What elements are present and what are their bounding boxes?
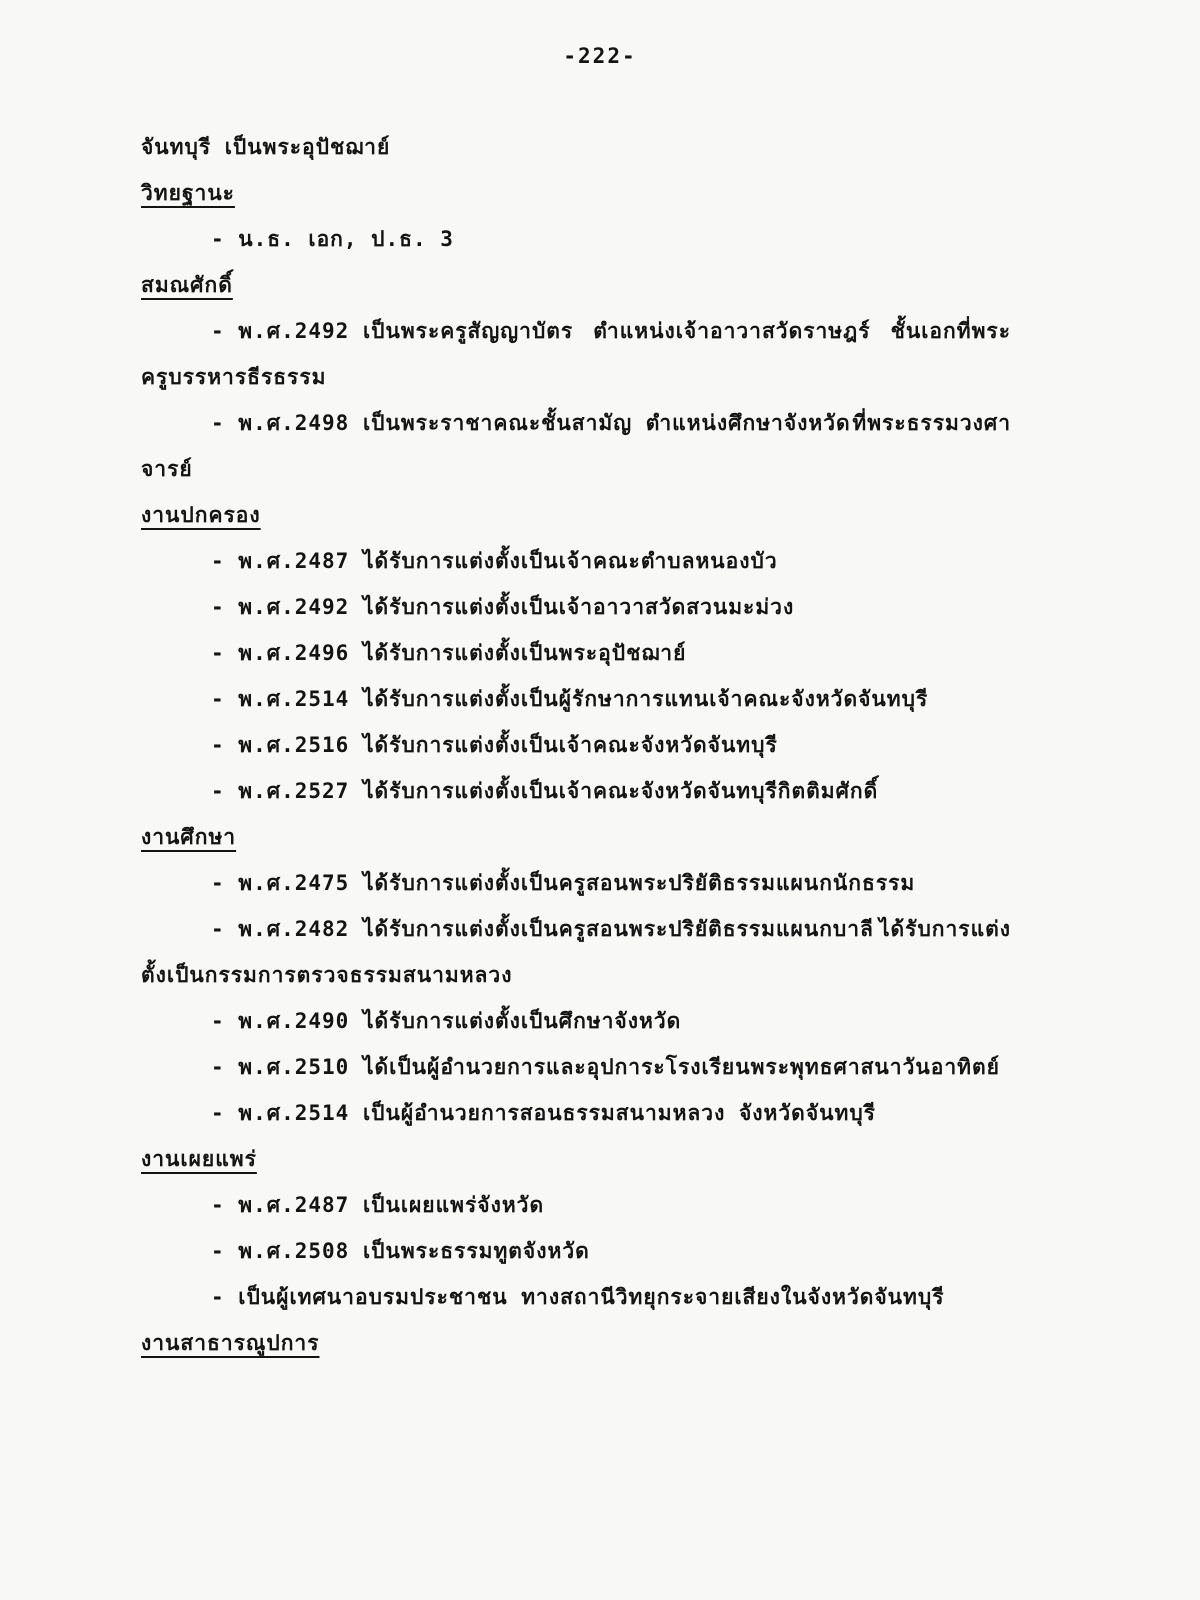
list-item: - พ.ศ.2527 ได้รับการแต่งตั้งเป็นเจ้าคณะจังหวัดจันทบุรีกิตติมศักดิ์ xyxy=(211,779,879,803)
list-item-continuation: ครูบรรหารธีรธรรม xyxy=(141,365,327,389)
list-item: - พ.ศ.2496 ได้รับการแต่งตั้งเป็นพระอุปัชฌาย์ xyxy=(211,641,687,665)
section-heading-administration: งานปกครอง xyxy=(141,503,261,527)
section-heading-propagation: งานเผยแพร่ xyxy=(141,1147,257,1171)
list-item: - พ.ศ.2487 ได้รับการแต่งตั้งเป็นเจ้าคณะตำบลหนองบัว xyxy=(211,549,778,573)
section-heading-public-welfare: งานสาธารณูปการ xyxy=(141,1331,320,1355)
intro-line: จันทบุรี เป็นพระอุปัชฌาย์ xyxy=(141,135,391,159)
list-item: - พ.ศ.2516 ได้รับการแต่งตั้งเป็นเจ้าคณะจังหวัดจันทบุรี xyxy=(211,733,778,757)
section-heading-education-work: งานศึกษา xyxy=(141,825,237,849)
list-item: - พ.ศ.2498 เป็นพระราชาคณะชั้นสามัญ ตำแหน่งศึกษาจังหวัด ที่พระธรรมวงศา xyxy=(211,411,1011,435)
list-item: - พ.ศ.2492 ได้รับการแต่งตั้งเป็นเจ้าอาวาสวัดสวนมะม่วง xyxy=(211,595,795,619)
list-item: - พ.ศ.2514 ได้รับการแต่งตั้งเป็นผู้รักษาการแทนเจ้าคณะจังหวัดจันทบุรี xyxy=(211,687,929,711)
list-item: - พ.ศ.2487 เป็นเผยแพร่จังหวัด xyxy=(211,1193,545,1217)
page-number: -222- xyxy=(563,44,637,68)
list-item: - พ.ศ.2514 เป็นผู้อำนวยการสอนธรรมสนามหลวง จังหวัดจันทบุรี xyxy=(211,1101,876,1125)
list-item: - พ.ศ.2475 ได้รับการแต่งตั้งเป็นครูสอนพระปริยัติธรรมแผนกนักธรรม xyxy=(211,871,916,895)
list-item: - พ.ศ.2482 ได้รับการแต่งตั้งเป็นครูสอนพระปริยัติธรรมแผนกบาลี ได้รับการแต่ง xyxy=(211,917,1011,941)
list-item: - พ.ศ.2508 เป็นพระธรรมทูตจังหวัด xyxy=(211,1239,590,1263)
list-item: - เป็นผู้เทศนาอบรมประชาชน ทางสถานีวิทยุกระจายเสียงในจังหวัดจันทบุรี xyxy=(211,1285,945,1309)
section-heading-rank: สมณศักดิ์ xyxy=(141,273,233,297)
list-item-continuation: ตั้งเป็นกรรมการตรวจธรรมสนามหลวง xyxy=(141,963,513,987)
section-heading-education-status: วิทยฐานะ xyxy=(141,181,235,205)
list-item: - พ.ศ.2510 ได้เป็นผู้อำนวยการและอุปการะโรงเรียนพระพุทธศาสนาวันอาทิตย์ xyxy=(211,1055,1000,1079)
list-item: - พ.ศ.2492 เป็นพระครูสัญญาบัตร ตำแหน่งเจ้าอาวาสวัดราษฎร์ ชั้นเอกที่พระ xyxy=(211,319,1011,343)
list-item: - น.ธ. เอก, ป.ธ. 3 xyxy=(211,227,454,251)
page-content xyxy=(141,124,1041,1366)
list-item: - พ.ศ.2490 ได้รับการแต่งตั้งเป็นศึกษาจังหวัด xyxy=(211,1009,682,1033)
list-item-continuation: จารย์ xyxy=(141,457,193,481)
